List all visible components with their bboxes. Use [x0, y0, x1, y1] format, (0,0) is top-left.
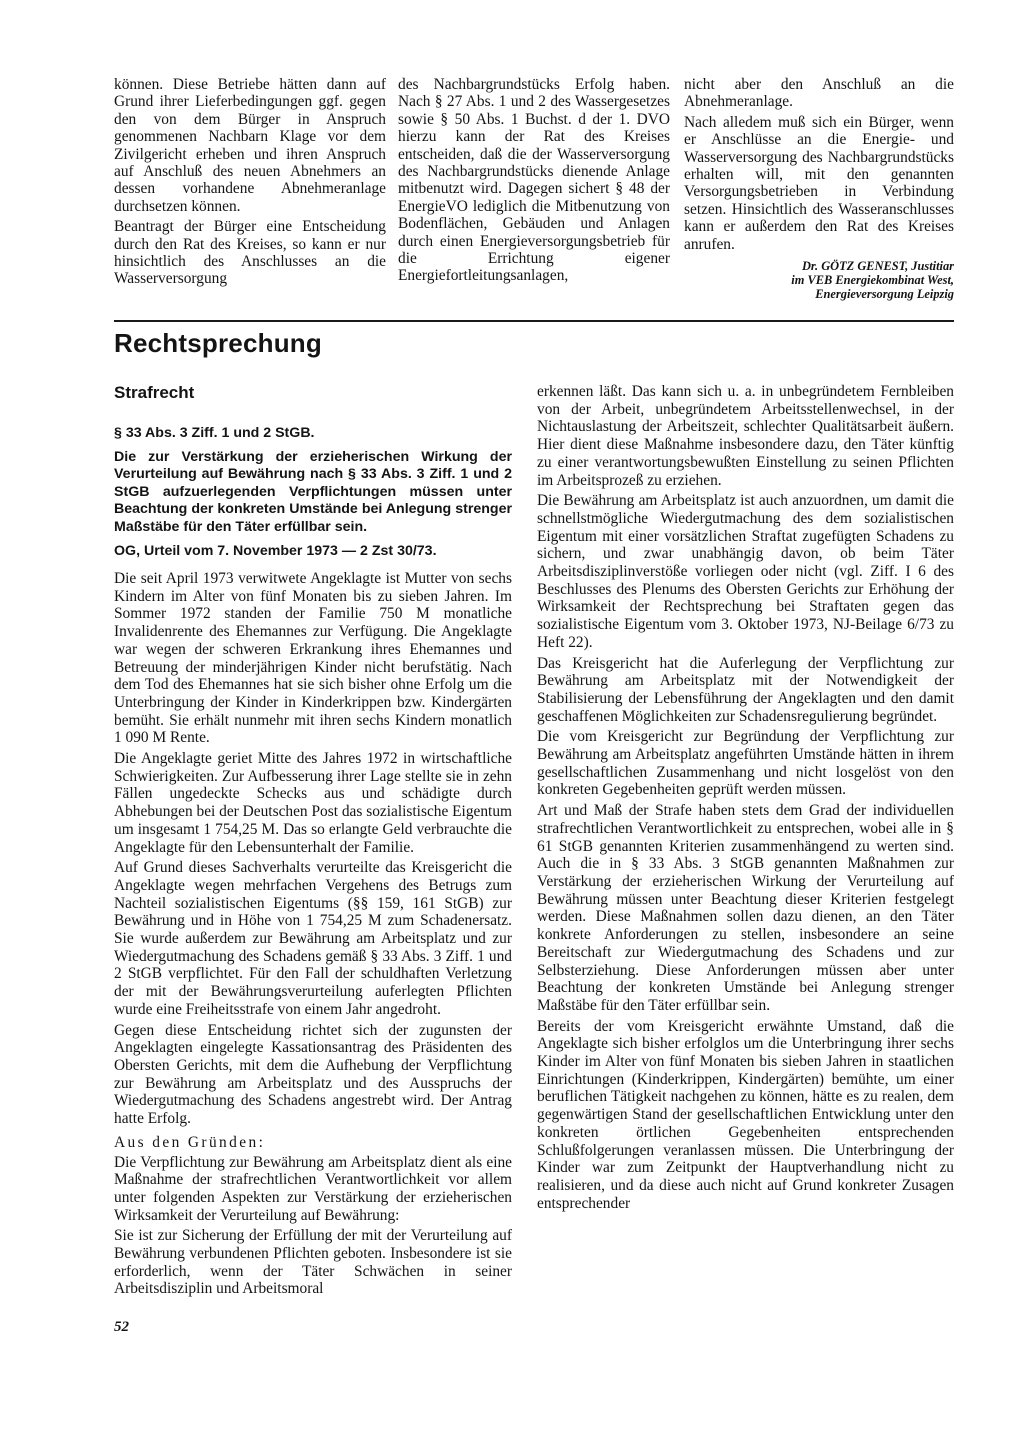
paragraph: nicht aber den Anschluß an die Abnehmeranlage. — [684, 76, 954, 111]
legal-thesis: Die zur Verstärkung der erzieherischen Wirkung der Verurteilung auf Bewährung nach § 33 Abs. 3 Ziff. 1 und 2 StGB aufzuerlegenden Verpflichtungen müssen unter Beachtung der konkreten Umstände bei Anlegung strenger Maßstäbe für den Täter erfüllbar sein. — [114, 448, 512, 535]
law-reference: § 33 Abs. 3 Ziff. 1 und 2 StGB. — [114, 425, 315, 441]
paragraph: Die Angeklagte geriet Mitte des Jahres 1972 in wirtschaftliche Schwierigkeiten. Zur Aufbesserung ihrer Lage stellte sie in zehn Fällen ungedeckte Schecks aus und schädigte durch Abhebungen bei der Deutschen Post das sozialistische Eigentum um insgesamt 1 754,25 M. Das so erlangte Geld verbrauchte die Angeklagte für den Lebensunterhalt der Familie. — [114, 750, 512, 856]
top-column-3 — [684, 76, 954, 301]
reasons-heading: Aus den Gründen: — [114, 1133, 266, 1151]
body-column-left — [114, 570, 512, 1301]
paragraph: Die Bewährung am Arbeitsplatz ist auch anzuordnen, um damit die schnellstmögliche Wiedergutmachung des dem sozialistischen Eigentum mit einer vorsätzlichen Straftat zugefügten Schadens zu sichern, und zwar unabhängig davon, ob beim Täter Arbeitsdisziplinverstöße vorliegen oder nicht (vgl. Ziff. I 6 des Beschlusses des Plenums des Obersten Gerichts zur Erhöhung der Wirksamkeit der Rechtsprechung bei Straftaten gegen das sozialistische Eigentum vom 3. Oktober 1973, NJ-Beilage 6/73 zu Heft 22). — [537, 492, 954, 651]
paragraph: Bereits der vom Kreisgericht erwähnte Umstand, daß die Angeklagte sich bisher erfolglos um die Unterbringung ihrer sechs Kinder im Alter von fünf Monaten bis sieben Jahren in staatlichen Einrichtungen (Kinderkrippen, Kindergärten) bemühte, um einer beruflichen Tätigkeit nachgehen zu können, hätte es zu realen, dem gegenwärtigen Stand der gesellschaftlichen Entwicklung unter den konkreten örtlichen Gegebenheiten entsprechenden Schlußfolgerungen veranlassen müssen. Die Unterbringung der Kinder war zum Zeitpunkt der Hauptverhandlung nicht zu realisieren, und da diese auch nicht auf Grund konkreter Zusagen entsprechender — [537, 1017, 954, 1212]
paragraph: können. Diese Betriebe hätten dann auf Grund ihrer Lieferbedingungen ggf. gegen den von dem Bürger in Anspruch genommenen Nachbarn Klage vor dem Zivilgericht erheben und ihren Anspruch auf Anschluß des neuen Abnehmers an dessen vorhandene Abnehmeranlage durchsetzen können. — [114, 76, 386, 215]
paragraph: Gegen diese Entscheidung richtet sich der zugunsten der Angeklagten eingelegte Kassationsantrag des Präsidenten des Obersten Gerichts, mit dem die Aufhebung der Verpflichtung zur Bewährung am Arbeitsplatz und des Ausspruchs der Wiedergutmachung des Schadens angestrebt wird. Der Antrag hatte Erfolg. — [114, 1021, 512, 1128]
body-column-right — [537, 383, 954, 1215]
paragraph: Art und Maß der Strafe haben stets dem Grad der individuellen strafrechtlichen Verantwortlichkeit zu entsprechen, wobei alle in § 61 StGB genannten Kriterien zusammenhängend zu werten sind. Auch die in § 33 Abs. 3 StGB genannten Maßnahmen zur Verstärkung der erzieherischen Wirkung der Verurteilung auf Bewährung müssen unter Beachtung dieser Kriterien festgelegt werden. Diese Maßnahmen sollen dazu dienen, an den Täter konkrete Anforderungen zu stellen, insbesondere an seine Bereitschaft zur Wiedergutmachung des Schadens und zur Selbsterziehung. Diese Anforderungen müssen aber unter Beachtung der konkreten Umstände bei Anlegung strenger Maßstäbe für den Täter erfüllbar sein. — [537, 802, 954, 1014]
signature-line: Energieversorgung Leipzig — [815, 287, 954, 302]
sub-heading: Strafrecht — [114, 383, 195, 402]
signature-line: im VEB Energiekombinat West, — [791, 273, 954, 288]
paragraph: Auf Grund dieses Sachverhalts verurteilte das Kreisgericht die Angeklagte wegen mehrfachen Vergehens des Betrugs zum Nachteil sozialistischen Eigentums (§§ 159, 161 StGB) zur Bewährung und in Höhe von 1 754,25 M zum Schadenersatz. Sie wurde außerdem zur Bewährung am Arbeitsplatz und zur Wiedergutmachung des Schadens gemäß § 33 Abs. 3 Ziff. 1 und 2 StGB verpflichtet. Für den Fall der schuldhaften Verletzung der mit der Bewährungsverurteilung auferlegten Pflichten wurde eine Freiheitsstrafe von einem Jahr angedroht. — [114, 859, 512, 1018]
paragraph: Die vom Kreisgericht zur Begründung der Verpflichtung zur Bewährung am Arbeitsplatz angeführten Umstände hätten in ihrem gesellschaftlichen Zusammenhang und nicht losgelöst von den konkreten Gegebenheiten geprüft werden müssen. — [537, 728, 954, 799]
court-citation: OG, Urteil vom 7. November 1973 — 2 Zst 30/73. — [114, 542, 437, 559]
paragraph: des Nachbargrundstücks Erfolg haben. Nach § 27 Abs. 1 und 2 des Wassergesetzes sowie § 50 Abs. 1 Buchst. d der 1. DVO hierzu kann der Rat des Kreises entscheiden, daß die der Wasserversorgung des Nachbargrundstücks dienende Anlage mitbenutzt wird. Dagegen sichert § 48 der EnergieVO lediglich die Mitbenutzung von Bodenflächen, Gebäuden und Anlagen durch einen Energieversorgungsbetrieb für die Errichtung eigener Energiefortleitungsanlagen, — [398, 76, 670, 285]
paragraph: Beantragt der Bürger eine Entscheidung durch den Rat des Kreises, so kann er nur hinsichtlich des Anschlusses an die Wasserversorgung — [114, 218, 386, 288]
paragraph: Die seit April 1973 verwitwete Angeklagte ist Mutter von sechs Kindern im Alter von fünf Monaten bis zu sieben Jahren. Im Sommer 1972 standen der Familie 750 M monatliche Invalidenrente des Ehemannes zur Verfügung. Die Angeklagte war wegen der schweren Erkrankung ihres Ehemannes und Betreuung der minderjährigen Kinder nicht berufstätig. Nach dem Tod des Ehemannes hat sie sich bisher ohne Erfolg um die Unterbringung der Kinder in Kinderkrippen bzw. Kindergärten bemüht. Sie erhält nunmehr mit ihren sechs Kindern monatlich 1 090 M Rente. — [114, 570, 512, 747]
section-divider — [114, 320, 954, 322]
paragraph: Das Kreisgericht hat die Auferlegung der Verpflichtung zur Bewährung am Arbeitsplatz mit der Notwendigkeit der Stabilisierung der Lebensführung der Angeklagten und den damit geschaffenen Möglichkeiten zur Schadensregulierung begründet. — [537, 654, 954, 725]
author-signature — [684, 259, 954, 301]
section-heading: Rechtsprechung — [114, 328, 322, 358]
page-number: 52 — [114, 1319, 129, 1335]
paragraph: Nach alledem muß sich ein Bürger, wenn er Anschlüsse an die Energie- und Wasserversorgung des Nachbargrundstücks erhalten will, mit den genannten Versorgungsbetrieben in Verbindung setzen. Hinsichtlich des Wasseranschlusses kann er außerdem den Rat des Kreises anrufen. — [684, 113, 954, 253]
paragraph: Die Verpflichtung zur Bewährung am Arbeitsplatz dient als eine Maßnahme der strafrechtlichen Verantwortlichkeit vor allem unter folgenden Aspekten zur Verstärkung der erzieherischen Wirksamkeit der Verurteilung auf Bewährung: — [114, 1153, 512, 1224]
top-column-2 — [398, 76, 670, 288]
signature-line: Dr. GÖTZ GENEST, Justitiar — [801, 259, 954, 274]
top-column-1 — [114, 76, 386, 291]
case-headnote — [114, 425, 512, 560]
paragraph: Sie ist zur Sicherung der Erfüllung der mit der Verurteilung auf Bewährung verbundenen Pflichten geboten. Insbesondere ist sie erforderlich, wenn der Täter Schwächen in seiner Arbeitsdisziplin und Arbeitsmoral — [114, 1227, 512, 1298]
paragraph: erkennen läßt. Das kann sich u. a. in unbegründetem Fernbleiben von der Arbeit, unbegründetem Arbeitsstellenwechsel, in der Nichtauslastung der Arbeitszeit, schlechter Qualitätsarbeit äußern. Hier dient diese Maßnahme insbesondere dazu, den Täter künftig zu einer verantwortungsbewußten Einstellung zu seinen Pflichten im Arbeitsprozeß zu erziehen. — [537, 383, 954, 489]
